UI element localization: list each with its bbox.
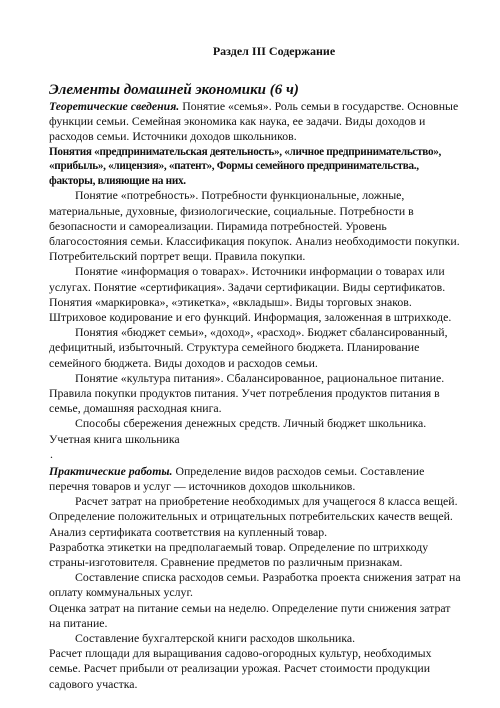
section-heading: Раздел III Содержание [212, 44, 336, 58]
theory-paragraph-savings: Способы сбережения денежных средств. Личный бюджет школьника. Учетная книга школьника [49, 416, 427, 446]
theory-paragraph-needs: Понятие «потребность». Потребности функциональные, ложные, материальные, духовные, физиологические, социальные. Потребности в безопасности и самореализации. Пирамида потребностей. Уровень благосостояния семьи. Классификация покупок. Анализ необходимости покупки. Потребительский портрет вещи. Правила покупки. [49, 188, 460, 264]
practice-text: Определение видов расходов семьи. Составление перечня товаров и услуг — источников доходов школьников. [49, 463, 425, 494]
practice-item: Разработка этикетки на предполагаемый товар. Определение по штрихкоду страны-изготовителя. Сравнение предметов по различным признакам. [49, 539, 429, 570]
practice-label: Практические работы. [49, 463, 173, 478]
section-title: Элементы домашней экономики (6 ч) [49, 82, 299, 98]
theory-paragraph-budget: Понятия «бюджет семьи», «доход», «расход». Бюджет сбалансированный, дефицитный, избыточный. Структура семейного бюджета. Планирование семейного бюджета. Виды доходов и расходов семьи. [49, 325, 448, 370]
stray-dot: . [50, 446, 53, 461]
document-page [49, 44, 461, 692]
practice-item: Расчет площади для выращивания садово-огородных культур, необходимых семье. Расчет прибыли от реализации урожая. Расчет стоимости продукции садового участка. [49, 646, 432, 691]
theory-label: Теоретические сведения. [49, 99, 180, 113]
theory-text: Понятие «семья». Роль семьи в государстве. Основные функции семьи. Семейная экономика как наука, ее задачи. Виды доходов и расходов семьи. Источники доходов школьников. [49, 99, 459, 144]
practice-item: Составление бухгалтерской книги расходов школьника. [75, 631, 356, 646]
theory-paragraph-nutrition: Понятие «культура питания». Сбалансированное, рациональное питание. Правила покупки продуктов питания. Учет потребления продуктов питания в семье, домашняя расходная книга. [49, 370, 445, 416]
theory-paragraph-information: Понятие «информация о товарах». Источники информации о товарах или услугах. Понятие «сертификация». Задачи сертификации. Виды сертификатов. Понятия «маркировка», «этикетка», «вкладыш». Виды торговых знаков. Штриховое кодирование и его функций. Информация, заложенная в штрихкоде. [49, 264, 452, 325]
practice-item: Оценка затрат на питание семьи на неделю. Определение пути снижения затрат на питание. [49, 600, 451, 630]
entrepreneurship-concepts: Понятия «предпринимательская деятельность», «личное предпринимательство», «прибыль», «лицензия», «патент», Формы семейного предпринимательства., факторы, влияющие на них. [49, 145, 442, 187]
practice-item: Составление списка расходов семьи. Разработка проекта снижения затрат на оплату коммунальных услуг. [49, 570, 461, 600]
practice-item: Расчет затрат на приобретение необходимых для учащегося 8 класса вещей. Определение положительных и отрицательных потребительских качеств вещей. Анализ сертификата соответствия на купленный товар. [49, 494, 458, 539]
practice-paragraph [49, 464, 461, 494]
theory-paragraph [49, 99, 461, 145]
